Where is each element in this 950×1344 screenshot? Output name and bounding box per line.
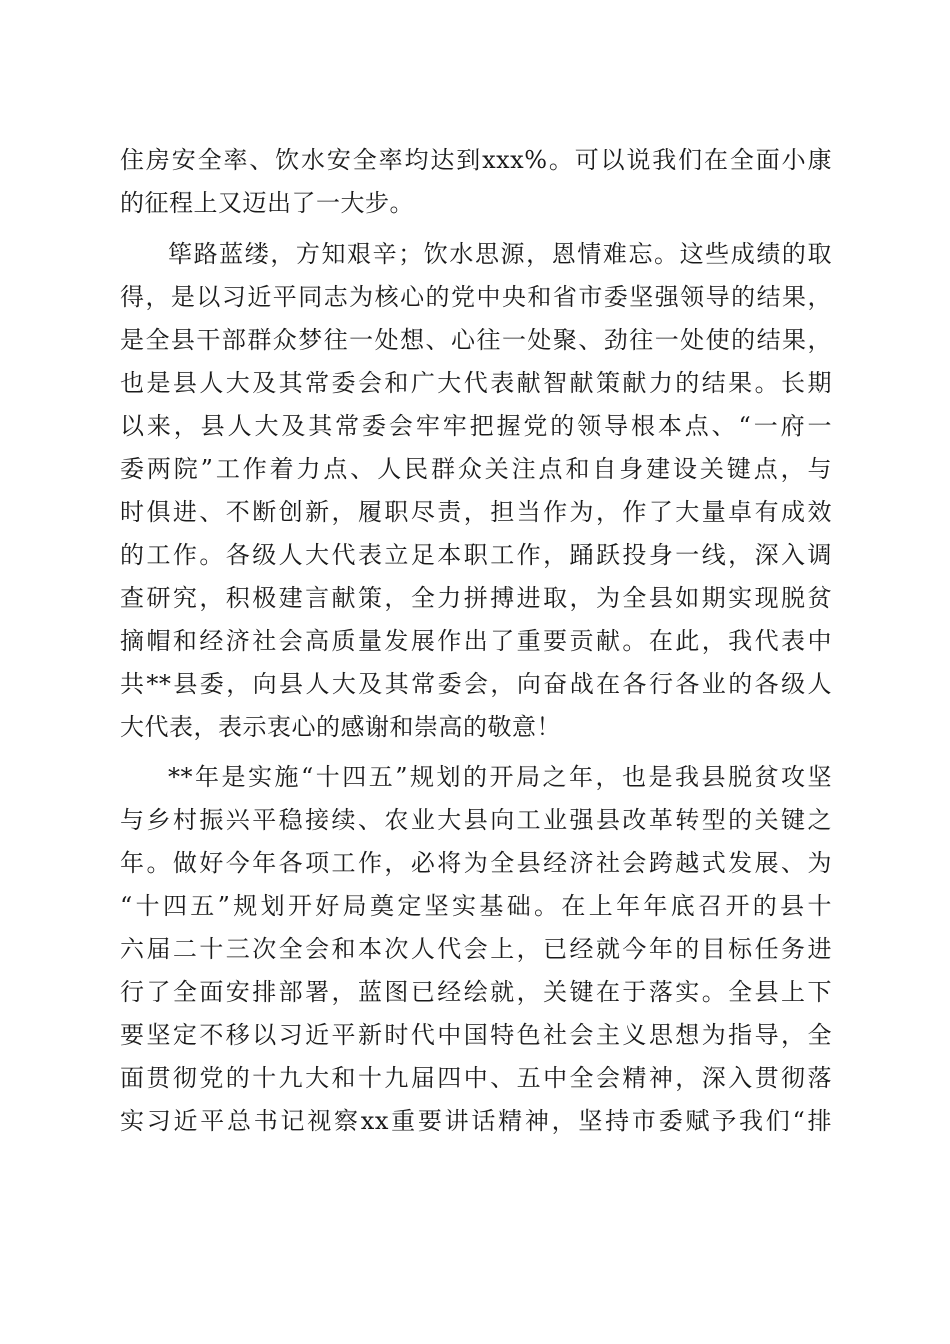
text-line: 委两院”工作着力点、人民群众关注点和自身建设关键点，与 [120,455,832,483]
text-line: 大代表，表示衷心的感谢和崇高的敬意！ [120,713,561,741]
text-line: 面贯彻党的十九大和十九届四中、五中全会精神，深入贯彻落 [120,1064,832,1092]
text-line: 行了全面安排部署，蓝图已经绘就，关键在于落实。全县上下 [120,978,832,1006]
text-line: 筚路蓝缕，方知艰辛；饮水思源，恩情难忘。这些成绩的取 [168,240,832,268]
text-line: 得，是以习近平同志为核心的党中央和省市委坚强领导的结果， [120,283,832,311]
text-line: 住房安全率、饮水安全率均达到xxx%。可以说我们在全面小康 [120,146,832,174]
text-line: 实习近平总书记视察xx重要讲话精神，坚持市委赋予我们“排 [120,1107,832,1135]
text-line: 摘帽和经济社会高质量发展作出了重要贡献。在此，我代表中 [120,627,832,655]
text-line: 查研究，积极建言献策，全力拼搏进取，为全县如期实现脱贫 [120,584,832,612]
text-line: 要坚定不移以习近平新时代中国特色社会主义思想为指导，全 [120,1021,832,1049]
text-line: 年。做好今年各项工作，必将为全县经济社会跨越式发展、为 [120,849,832,877]
text-line: 的征程上又迈出了一大步。 [120,189,414,217]
text-line: 六届二十三次全会和本次人代会上，已经就今年的目标任务进 [120,935,832,963]
text-line: 与乡村振兴平稳接续、农业大县向工业强县改革转型的关键之 [120,806,832,834]
text-line: 也是县人大及其常委会和广大代表献智献策献力的结果。长期 [120,369,832,397]
text-line: 是全县干部群众梦往一处想、心往一处聚、劲往一处使的结果， [120,326,832,354]
paragraph-3 [120,756,832,1143]
paragraph-1 [120,139,832,225]
paragraph-2 [120,233,832,749]
text-line: 以来，县人大及其常委会牢牢把握党的领导根本点、“一府一 [120,412,832,440]
text-line: **年是实施“十四五”规划的开局之年，也是我县脱贫攻坚 [168,763,832,791]
text-line: “十四五”规划开好局奠定坚实基础。在上年年底召开的县十 [120,892,832,920]
text-line: 共**县委，向县人大及其常委会，向奋战在各行各业的各级人 [120,670,832,698]
text-line: 时俱进、不断创新，履职尽责，担当作为，作了大量卓有成效 [120,498,832,526]
text-line: 的工作。各级人大代表立足本职工作，踊跃投身一线，深入调 [120,541,832,569]
